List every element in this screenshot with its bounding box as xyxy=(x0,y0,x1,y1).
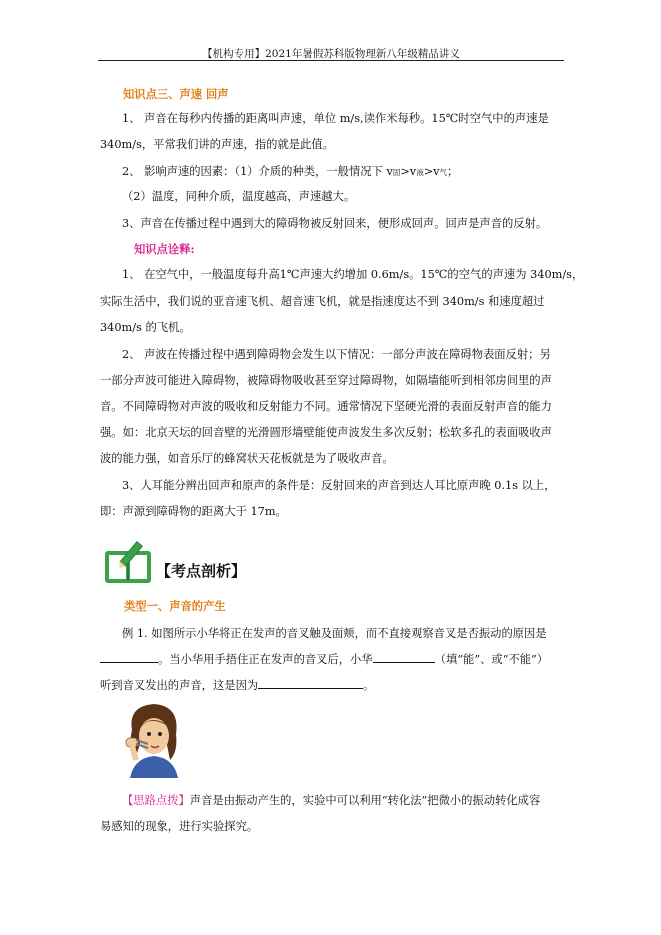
answer-blank-3[interactable] xyxy=(258,677,363,689)
example-line3-a: 听到音叉发出的声音，这是因为 xyxy=(100,679,259,692)
sub-liquid: 液 xyxy=(416,168,424,177)
header-rule xyxy=(98,60,564,61)
kp3-p2-line2: （2）温度，同种介质，温度越高，声速越大。 xyxy=(122,190,356,203)
explain-2-line5: 波的能力强，如音乐厅的蜂窝状天花板就是为了吸收声音。 xyxy=(100,452,394,465)
explain-3-line2: 即：声源到障碍物的距离大于 17m。 xyxy=(100,505,287,518)
explain-1-line3: 340m/s 的飞机。 xyxy=(100,321,191,334)
explain-1-line1: 1、 在空气中，一般温度每升高1℃声速大约增加 0.6m/s。15℃的空气的声速为 340m/s， xyxy=(122,268,584,281)
kp3-p1-line2: 340m/s，平常我们讲的声速，指的就是此值。 xyxy=(100,138,334,151)
example-line2-a: 。当小华用手捂住正在发声的音叉后，小华 xyxy=(158,653,373,666)
example-line2 xyxy=(100,651,548,667)
explain-2-line3: 音。不同障碍物对声波的吸收和反射能力不同。通常情况下坚硬光滑的表面反射声音的能力 xyxy=(100,400,552,413)
kp3-title: 知识点三、声速 回声 xyxy=(123,87,229,101)
explain-2-line1: 2、 声波在传播过程中遇到障碍物会发生以下情况：一部分声波在障碍物表面反射；另 xyxy=(122,348,551,361)
kp3-p1-line1: 1、 声音在每秒内传播的距离叫声速，单位 m/s,读作米每秒。15℃时空气中的声速是 xyxy=(122,112,549,125)
example-line2-b: （填“能”、或“不能”） xyxy=(434,653,549,666)
kp3-p3: 3、声音在传播过程中遇到大的障碍物被反射回来，便形成回声。回声是声音的反射。 xyxy=(122,217,548,230)
gt-1: > xyxy=(400,165,410,178)
semicolon: ； xyxy=(447,165,459,178)
explain-1-line2: 实际生活中，我们说的亚音速飞机、超音速飞机，就是指速度达不到 340m/s 和速度超过 xyxy=(100,295,545,308)
explain-2-line4: 强。如：北京天坛的回音壁的光滑圆形墙壁能使声波发生多次反射；松软多孔的表面吸收声 xyxy=(100,426,552,439)
type1-title: 类型一、声音的产生 xyxy=(124,599,226,613)
explain-3-line1: 3、人耳能分辨出回声和原声的条件是：反射回来的声音到达人耳比原声晚 0.1s 以上， xyxy=(122,479,556,492)
kp3-p2-line1: 2、 影响声速的因素：（1）介质的种类，一般情况下 v固>v液>v气； xyxy=(122,165,459,178)
tip-text-1: 声音是由振动产生的，实验中可以利用“转化法”把微小的振动转化成容 xyxy=(189,794,541,807)
sub-solid: 固 xyxy=(392,168,401,177)
section-title: 【考点剖析】 xyxy=(156,562,247,580)
page-header: 【机构专用】2021年暑假苏科版物理新八年级精品讲义 xyxy=(202,48,460,60)
sub-gas: 气 xyxy=(439,168,448,177)
book-pencil-icon xyxy=(103,541,153,585)
example-line3-b: 。 xyxy=(363,679,375,692)
tip-line1 xyxy=(122,792,540,808)
girl-tuning-fork-illustration xyxy=(118,700,190,778)
example-line3 xyxy=(100,677,374,693)
gt-2: > xyxy=(423,165,434,178)
explain-2-line2: 一部分声波可能进入障碍物，被障碍物吸收甚至穿过障碍物，如隔墙能听到相邻房间里的声 xyxy=(100,374,552,387)
explain-title: 知识点诠释: xyxy=(134,242,195,256)
tip-line2: 易感知的现象，进行实验探究。 xyxy=(100,820,259,833)
example-line1: 例 1. 如图所示小华将正在发声的音叉触及面颊，而不直接观察音叉是否振动的原因是 xyxy=(122,627,547,640)
tip-label: 【思路点拨】 xyxy=(122,794,190,807)
answer-blank-2[interactable] xyxy=(373,651,435,663)
answer-blank-1[interactable] xyxy=(100,651,158,663)
kp3-p2-text: 2、 影响声速的因素：（1）介质的种类，一般情况下 v xyxy=(122,165,393,178)
